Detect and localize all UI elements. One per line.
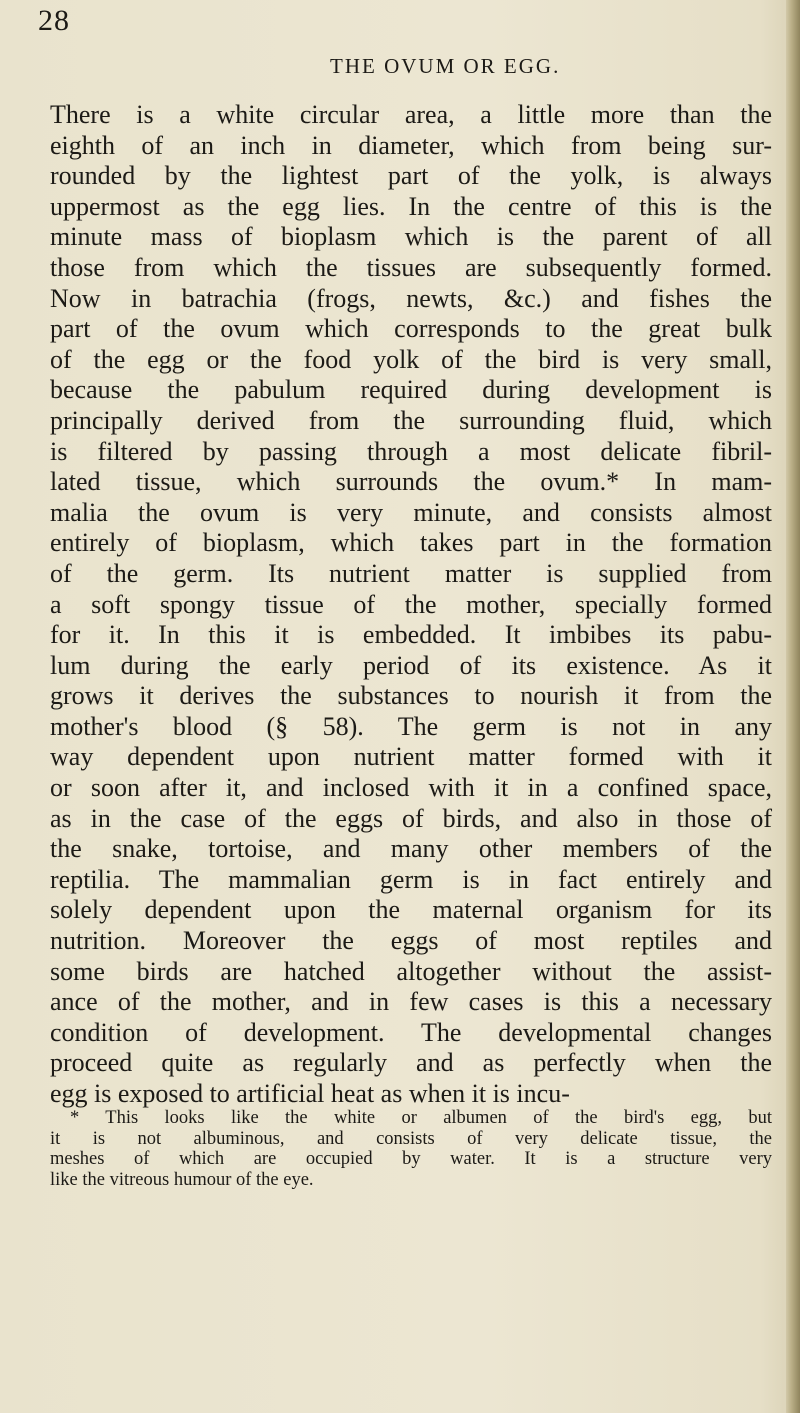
footnote-line: it is not albuminous, and consists of very delicate tissue, the	[50, 1128, 772, 1149]
text-line: of the egg or the food yolk of the bird is very small,	[50, 344, 772, 374]
text-line: for it. In this it is embedded. It imbibes its pabu-	[50, 620, 772, 650]
text-line: There is a white circular area, a little more than the	[50, 100, 772, 129]
footnote-line: like the vitreous humour of the eye.	[50, 1169, 314, 1190]
text-line: because the pabulum required during development is	[50, 375, 772, 405]
text-line: as in the case of the eggs of birds, and also in those of	[50, 803, 772, 833]
text-line: or soon after it, and inclosed with it in a confined space,	[50, 773, 772, 803]
text-line: mother's blood (§ 58). The germ is not in any	[50, 711, 772, 741]
page-binding-edge	[786, 0, 800, 1413]
text-line: solely dependent upon the maternal organism for its	[50, 895, 772, 925]
footnote-line: * This looks like the white or albumen of the bird's egg, but	[70, 1108, 772, 1128]
text-line: part of the ovum which corresponds to the great bulk	[50, 314, 772, 344]
text-line: lated tissue, which surrounds the ovum.* In mam-	[50, 467, 772, 497]
footnote-line: meshes of which are occupied by water. It is a structure very	[50, 1149, 772, 1170]
page-number: 28	[38, 4, 70, 37]
text-line: Now in batrachia (frogs, newts, &c.) and fishes the	[50, 283, 772, 313]
text-line: nutrition. Moreover the eggs of most reptiles and	[50, 926, 772, 956]
text-line: those from which the tissues are subsequently formed.	[50, 252, 772, 282]
footnote	[50, 1108, 772, 1190]
text-line: minute mass of bioplasm which is the parent of all	[50, 222, 772, 252]
text-line: lum during the early period of its existence. As it	[50, 650, 772, 680]
text-line: ance of the mother, and in few cases is this a necessary	[50, 987, 772, 1017]
running-head: THE OVUM OR EGG.	[330, 54, 561, 78]
text-line: principally derived from the surrounding fluid, which	[50, 405, 772, 435]
text-line: proceed quite as regularly and as perfectly when the	[50, 1048, 772, 1078]
body-text	[50, 100, 772, 1110]
text-line: condition of development. The developmental changes	[50, 1017, 772, 1047]
text-line: is filtered by passing through a most delicate fibril-	[50, 436, 772, 466]
text-line: egg is exposed to artificial heat as when it is incu-	[50, 1079, 570, 1108]
text-line: some birds are hatched altogether without the assist-	[50, 956, 772, 986]
text-line: entirely of bioplasm, which takes part in the formation	[50, 528, 772, 558]
text-line: grows it derives the substances to nourish it from the	[50, 681, 772, 711]
text-line: reptilia. The mammalian germ is in fact entirely and	[50, 864, 772, 894]
text-line: a soft spongy tissue of the mother, specially formed	[50, 589, 772, 619]
text-line: of the germ. Its nutrient matter is supplied from	[50, 558, 772, 588]
text-line: the snake, tortoise, and many other members of the	[50, 834, 772, 864]
text-line: uppermost as the egg lies. In the centre of this is the	[50, 191, 772, 221]
text-line: way dependent upon nutrient matter formed with it	[50, 742, 772, 772]
text-line: rounded by the lightest part of the yolk, is always	[50, 161, 772, 191]
text-line: eighth of an inch in diameter, which from being sur-	[50, 130, 772, 160]
text-line: malia the ovum is very minute, and consists almost	[50, 497, 772, 527]
